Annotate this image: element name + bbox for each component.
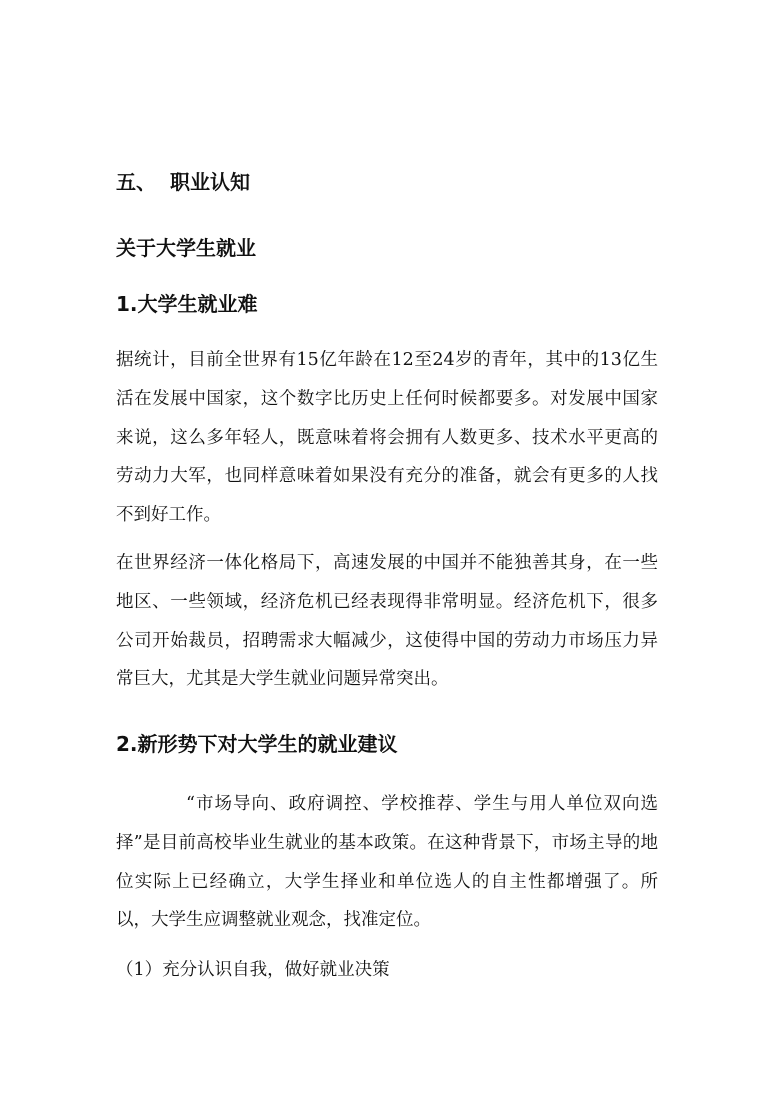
section-number: 五、 — [116, 170, 156, 194]
subsection-1-heading: 1.大学生就业难 — [116, 292, 258, 316]
paragraph-economic-crisis: 在世界经济一体化格局下，高速发展的中国并不能独善其身，在一些地区、一些领域，经济危机已经表现得非常明显。经济危机下，很多公司开始裁员，招聘需求大幅减少，这使得中国的劳动力市场压力异常巨大，尤其是大学生就业问题异常突出。 — [116, 553, 658, 690]
paragraph-employment-policy: “市场导向、政府调控、学校推荐、学生与用人单位双向选择”是目前高校毕业生就业的基本政策。在这种背景下，市场主导的地位实际上已经确立，大学生择业和单位选人的自主性都增强了。所以，大学生应调整就业观念，找准定位。 — [116, 794, 658, 931]
advice-item-1: （1）充分认识自我，做好就业决策 — [116, 960, 390, 980]
section-heading — [116, 168, 250, 196]
paragraph-statistics: 据统计，目前全世界有15亿年龄在12至24岁的青年，其中的13亿生活在发展中国家，这个数字比历史上任何时候都要多。对发展中国家来说，这么多年轻人，既意味着将会拥有人数更多、技术水平更高的劳动力大军，也同样意味着如果没有充分的准备，就会有更多的人找不到好工作。 — [116, 350, 658, 526]
section-title: 职业认知 — [170, 170, 250, 194]
subsection-2-heading: 2.新形势下对大学生的就业建议 — [116, 732, 398, 756]
topic-heading: 关于大学生就业 — [116, 236, 256, 260]
